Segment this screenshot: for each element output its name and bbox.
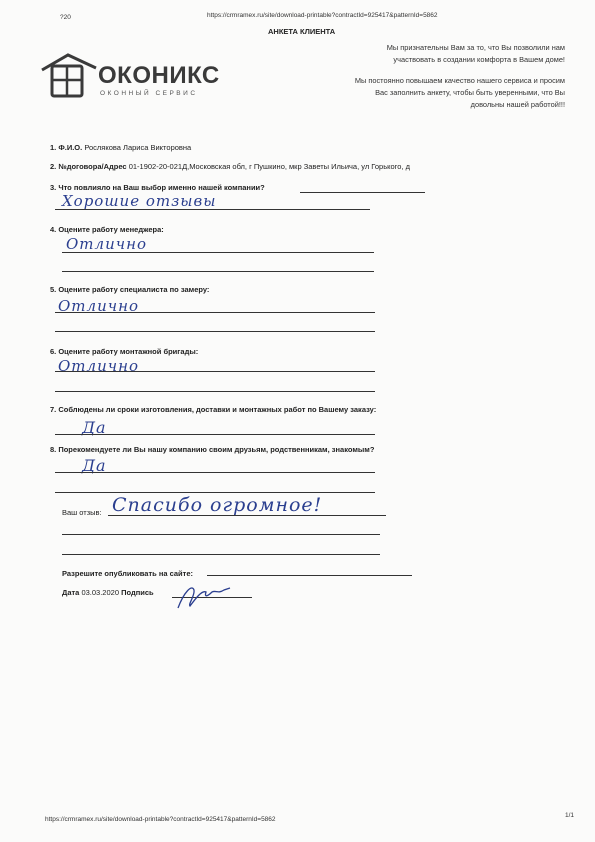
answer-line	[55, 391, 375, 392]
publish-label: Разрешите опубликовать на сайте:	[62, 569, 193, 578]
answer-8: Да	[82, 456, 107, 475]
thanks-line: Мы постоянно повышаем качество нашего сервиса и просим	[354, 76, 565, 85]
review-label: Ваш отзыв:	[62, 508, 102, 517]
question-6: 6. Оцените работу монтажной бригады:	[50, 347, 199, 356]
answer-7: Да	[82, 418, 107, 437]
question-5: 5. Оцените работу специалиста по замеру:	[50, 285, 210, 294]
thanks-line: Вас заполнить анкету, чтобы быть уверенными, что Вы	[375, 88, 565, 97]
answer-line	[62, 271, 374, 272]
thanks-line: Мы признательны Вам за то, что Вы позволили нам	[386, 43, 565, 52]
answer-6: Отлично	[58, 357, 139, 375]
thanks-line: участвовать в создании комфорта в Вашем доме!	[393, 55, 565, 64]
contract-label: 2. №договора/Адрес	[50, 162, 127, 171]
review-text: Спасибо огромное!	[112, 494, 323, 516]
date-label: Дата	[62, 588, 80, 597]
answer-line	[55, 331, 375, 332]
bottom-url: https://crmramex.ru/site/download-printable?contractId=925417&patternId=5862	[45, 816, 276, 823]
logo-subtitle: ОКОННЫЙ СЕРВИС	[100, 90, 198, 97]
answer-line	[62, 554, 380, 555]
page-number: ?20	[60, 14, 71, 21]
question-3: 3. Что повлияло на Ваш выбор именно нашей компании?	[50, 183, 265, 192]
page-count: 1/1	[565, 812, 575, 819]
window-logo-icon	[38, 52, 100, 98]
date-value: 03.03.2020	[81, 588, 119, 597]
logo-name: ОКОНИКС	[98, 62, 220, 89]
thanks-message	[285, 42, 565, 111]
answer-line	[207, 575, 412, 576]
sign-label: Подпись	[121, 588, 154, 597]
thanks-line: довольны нашей работой!!!	[470, 100, 565, 109]
answer-line	[55, 371, 375, 372]
answer-5: Отлично	[58, 297, 139, 315]
answer-line	[55, 209, 370, 210]
form-title: АНКЕТА КЛИЕНТА	[268, 27, 336, 36]
answer-line	[55, 434, 375, 435]
answer-line	[55, 492, 375, 493]
fio-value: Рослякова Лариса Викторовна	[84, 143, 192, 152]
fio-row	[50, 143, 191, 152]
contract-row	[50, 162, 410, 171]
fio-label: 1. Ф.И.О.	[50, 143, 83, 152]
answer-line	[108, 515, 386, 516]
date-row	[62, 588, 154, 597]
question-8: 8. Порекомендуете ли Вы нашу компанию своим друзьям, родственникам, знакомым?	[50, 445, 375, 454]
question-7: 7. Соблюдены ли сроки изготовления, доставки и монтажных работ по Вашему заказу:	[50, 405, 377, 414]
question-4: 4. Оцените работу менеджера:	[50, 225, 164, 234]
answer-line	[55, 312, 375, 313]
answer-line	[300, 192, 425, 193]
answer-line	[55, 472, 375, 473]
answer-line	[62, 252, 374, 253]
signature-icon	[170, 578, 240, 614]
answer-4: Отлично	[66, 235, 147, 253]
answer-line	[62, 534, 380, 535]
company-logo	[38, 52, 238, 100]
top-url: https://crmramex.ru/site/download-printable?contractId=925417&patternId=5862	[207, 12, 438, 19]
answer-3: Хорошие отзывы	[62, 192, 217, 210]
contract-value: 01-1902-20-021Д,Московская обл, г Пушкино, мкр Заветы Ильича, ул Горького, д	[128, 162, 410, 171]
